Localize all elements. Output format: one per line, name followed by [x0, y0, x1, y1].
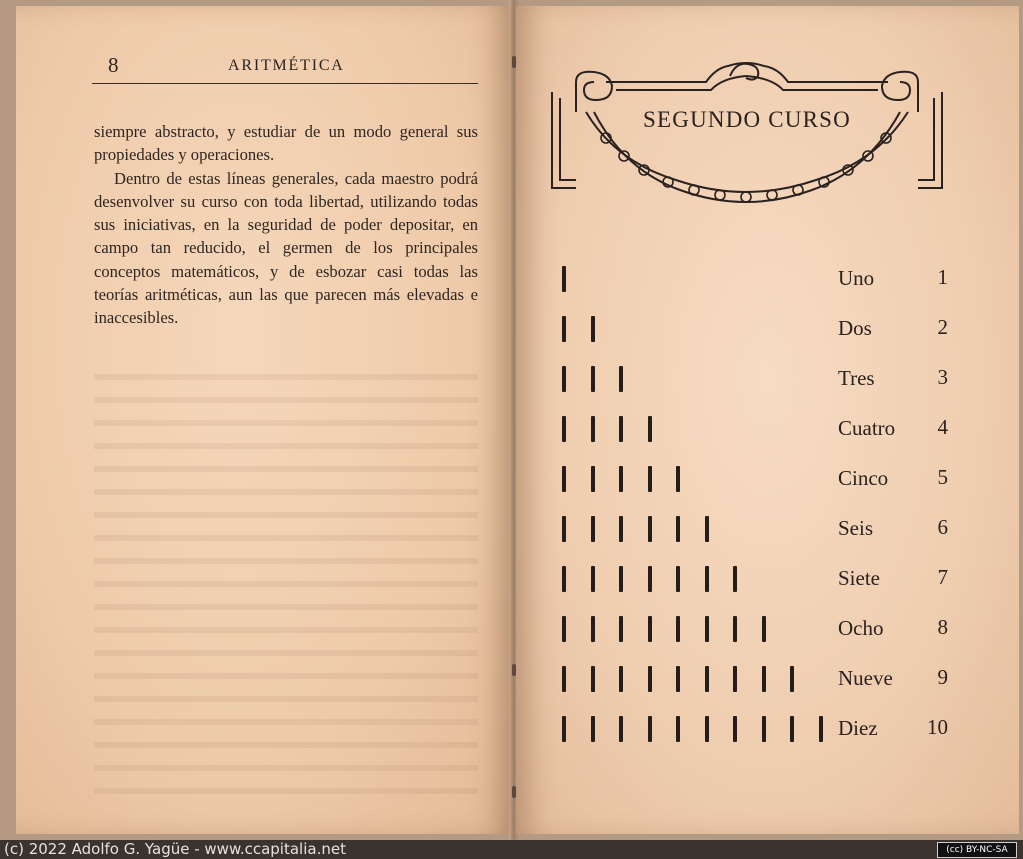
- tally-mark: [819, 716, 823, 742]
- tally-mark: [762, 616, 766, 642]
- numeral: 2: [937, 315, 948, 339]
- tally-mark: [705, 566, 709, 592]
- numeral: 4: [937, 415, 948, 439]
- tally-mark: [762, 716, 766, 742]
- number-word: Tres: [838, 366, 875, 390]
- tally-mark: [562, 616, 566, 642]
- tally-mark: [562, 316, 566, 342]
- tally-mark: [591, 466, 595, 492]
- tally-mark: [619, 616, 623, 642]
- tally-mark: [562, 716, 566, 742]
- tally-mark: [648, 466, 652, 492]
- tally-mark: [619, 566, 623, 592]
- tally-mark: [648, 716, 652, 742]
- tally-mark: [591, 566, 595, 592]
- tally-mark: [619, 416, 623, 442]
- tally-mark: [591, 516, 595, 542]
- count-row: [560, 310, 980, 350]
- numeral: 5: [937, 465, 948, 489]
- body-text: [94, 120, 478, 330]
- numeral: 9: [937, 665, 948, 689]
- count-row: [560, 560, 980, 600]
- tally-mark: [619, 366, 623, 392]
- tally-mark: [562, 466, 566, 492]
- tally-mark: [619, 466, 623, 492]
- tally-mark: [591, 716, 595, 742]
- tally-mark: [562, 566, 566, 592]
- number-word: Siete: [838, 566, 880, 590]
- number-word: Nueve: [838, 666, 893, 690]
- numeral: 10: [927, 715, 948, 739]
- show-through-text: [94, 360, 478, 800]
- tally-mark: [733, 616, 737, 642]
- numeral: 1: [937, 265, 948, 289]
- left-page: [16, 6, 512, 834]
- count-row: [560, 460, 980, 500]
- paragraph: Dentro de estas líneas generales, cada maestro podrá desenvolver su curso con toda libertad, utilizando todas sus iniciativas, en la seguridad de poder depositar, en campo tan reducido, el germen de los principales conceptos matemáticos, y de esbozar casi todas las teorías aritméticas, aun las que parecen más elevadas e inaccesibles.: [94, 168, 478, 328]
- number-word: Cuatro: [838, 416, 896, 440]
- tally-mark: [648, 566, 652, 592]
- tally-mark: [562, 266, 566, 292]
- count-row: [560, 510, 980, 550]
- number-word: Ocho: [838, 616, 884, 640]
- tally-mark: [591, 616, 595, 642]
- number-word: Uno: [838, 266, 875, 290]
- numeral: 7: [937, 565, 948, 589]
- tally-mark: [562, 366, 566, 392]
- page-number: 8: [108, 53, 119, 77]
- running-title: ARITMÉTICA: [228, 57, 345, 74]
- count-row: [560, 660, 980, 700]
- tally-mark: [562, 416, 566, 442]
- number-word: Dos: [838, 316, 872, 340]
- count-row: [560, 360, 980, 400]
- tally-mark: [591, 366, 595, 392]
- tally-mark: [676, 666, 680, 692]
- tally-mark: [676, 466, 680, 492]
- tally-mark: [648, 416, 652, 442]
- section-heading: SEGUNDO CURSO: [643, 107, 851, 132]
- count-row: [560, 610, 980, 650]
- tally-mark: [733, 566, 737, 592]
- numeral: 6: [937, 515, 948, 539]
- count-row: [560, 710, 980, 750]
- tally-mark: [790, 666, 794, 692]
- numeral: 3: [937, 365, 948, 389]
- tally-mark: [790, 716, 794, 742]
- numeral: 8: [937, 615, 948, 639]
- tally-mark: [705, 516, 709, 542]
- tally-mark: [705, 716, 709, 742]
- tally-mark: [733, 716, 737, 742]
- tally-mark: [591, 666, 595, 692]
- count-row: [560, 260, 980, 300]
- license-badge[interactable]: (cc) BY-NC-SA: [937, 842, 1017, 858]
- tally-mark: [705, 616, 709, 642]
- tally-mark: [762, 666, 766, 692]
- copyright-text: (c) 2022 Adolfo G. Yagüe - www.ccapitalia.net: [4, 840, 346, 858]
- tally-mark: [562, 666, 566, 692]
- tally-mark: [648, 616, 652, 642]
- tally-mark: [562, 516, 566, 542]
- tally-mark: [619, 666, 623, 692]
- number-word: Cinco: [838, 466, 889, 490]
- tally-mark: [676, 716, 680, 742]
- footer-bar: [0, 840, 1023, 859]
- tally-mark: [619, 516, 623, 542]
- paragraph: siempre abstracto, y estudiar de un modo general sus propiedades y operaciones.: [94, 122, 478, 165]
- number-word: Seis: [838, 516, 874, 540]
- tally-mark: [676, 566, 680, 592]
- tally-mark: [676, 616, 680, 642]
- running-head: [92, 53, 478, 84]
- number-word: Diez: [838, 716, 878, 740]
- tally-mark: [648, 516, 652, 542]
- tally-mark: [591, 316, 595, 342]
- tally-mark: [648, 666, 652, 692]
- tally-mark: [733, 666, 737, 692]
- tally-mark: [705, 666, 709, 692]
- tally-mark: [676, 516, 680, 542]
- tally-mark: [591, 416, 595, 442]
- tally-mark: [619, 716, 623, 742]
- count-row: [560, 410, 980, 450]
